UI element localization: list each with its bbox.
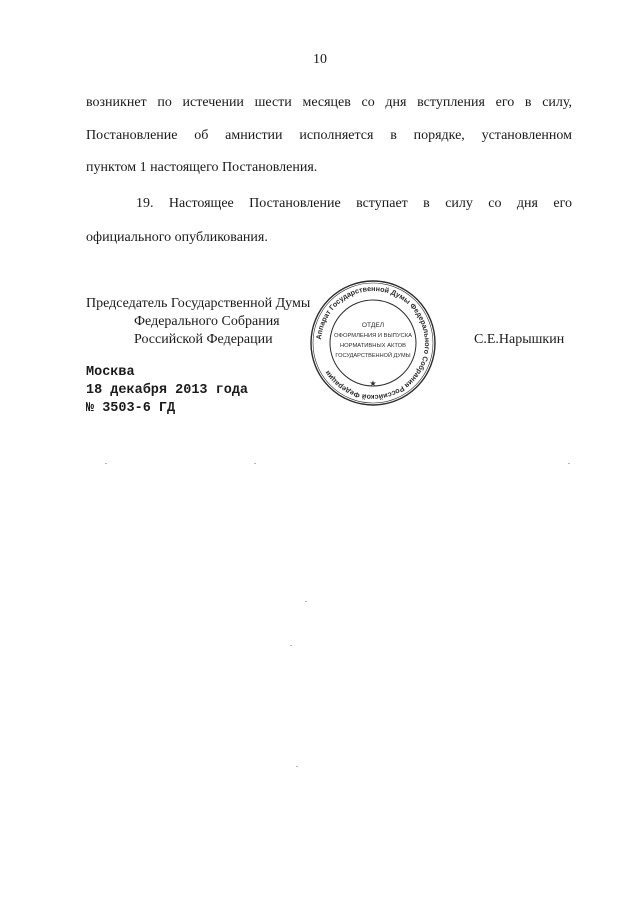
stamp-ring-text: Аппарат Государственной Думы Федерального Собрания Российской Федерации bbox=[314, 283, 433, 403]
body-line-3: пунктом 1 настоящего Постановления. bbox=[86, 160, 318, 175]
scan-speck bbox=[105, 463, 107, 464]
footer-date: 18 декабря 2013 года bbox=[86, 383, 249, 398]
body-line-4: 19. Настоящее Постановление вступает в силу со дня его bbox=[136, 196, 572, 211]
scan-speck bbox=[290, 645, 292, 646]
signatory-name: С.Е.Нарышкин bbox=[474, 332, 565, 347]
signature-title-line-2: Федерального Собрания bbox=[134, 314, 280, 329]
stamp-center-line-3: НОРМАТИВНЫХ АКТОВ bbox=[339, 343, 407, 349]
body-line-1: возникнет по истечении шести месяцев со дня вступления его в силу, bbox=[86, 95, 572, 110]
page-number: 10 bbox=[313, 52, 327, 67]
body-line-5: официального опубликования. bbox=[86, 230, 268, 245]
signature-title-line-3: Российской Федерации bbox=[134, 332, 273, 347]
stamp-center-line-4: ГОСУДАРСТВЕННОЙ ДУМЫ bbox=[335, 353, 411, 359]
signature-title-line-1: Председатель Государственной Думы bbox=[86, 296, 311, 311]
scan-speck bbox=[254, 463, 256, 464]
official-seal-stamp bbox=[308, 278, 438, 408]
body-line-2: Постановление об амнистии исполняется в порядке, установленном bbox=[86, 128, 572, 143]
stamp-center-line-1: ОТДЕЛ bbox=[361, 322, 385, 329]
stamp-center-line-2: ОФОРМЛЕНИЯ И ВЫПУСКА bbox=[334, 333, 412, 339]
footer-city: Москва bbox=[86, 365, 135, 380]
scan-speck bbox=[568, 463, 570, 464]
footer-document-number: № 3503-6 ГД bbox=[86, 401, 176, 416]
scan-speck bbox=[296, 766, 298, 767]
stamp-star-icon: ★ bbox=[369, 379, 377, 388]
scan-speck bbox=[305, 601, 307, 602]
